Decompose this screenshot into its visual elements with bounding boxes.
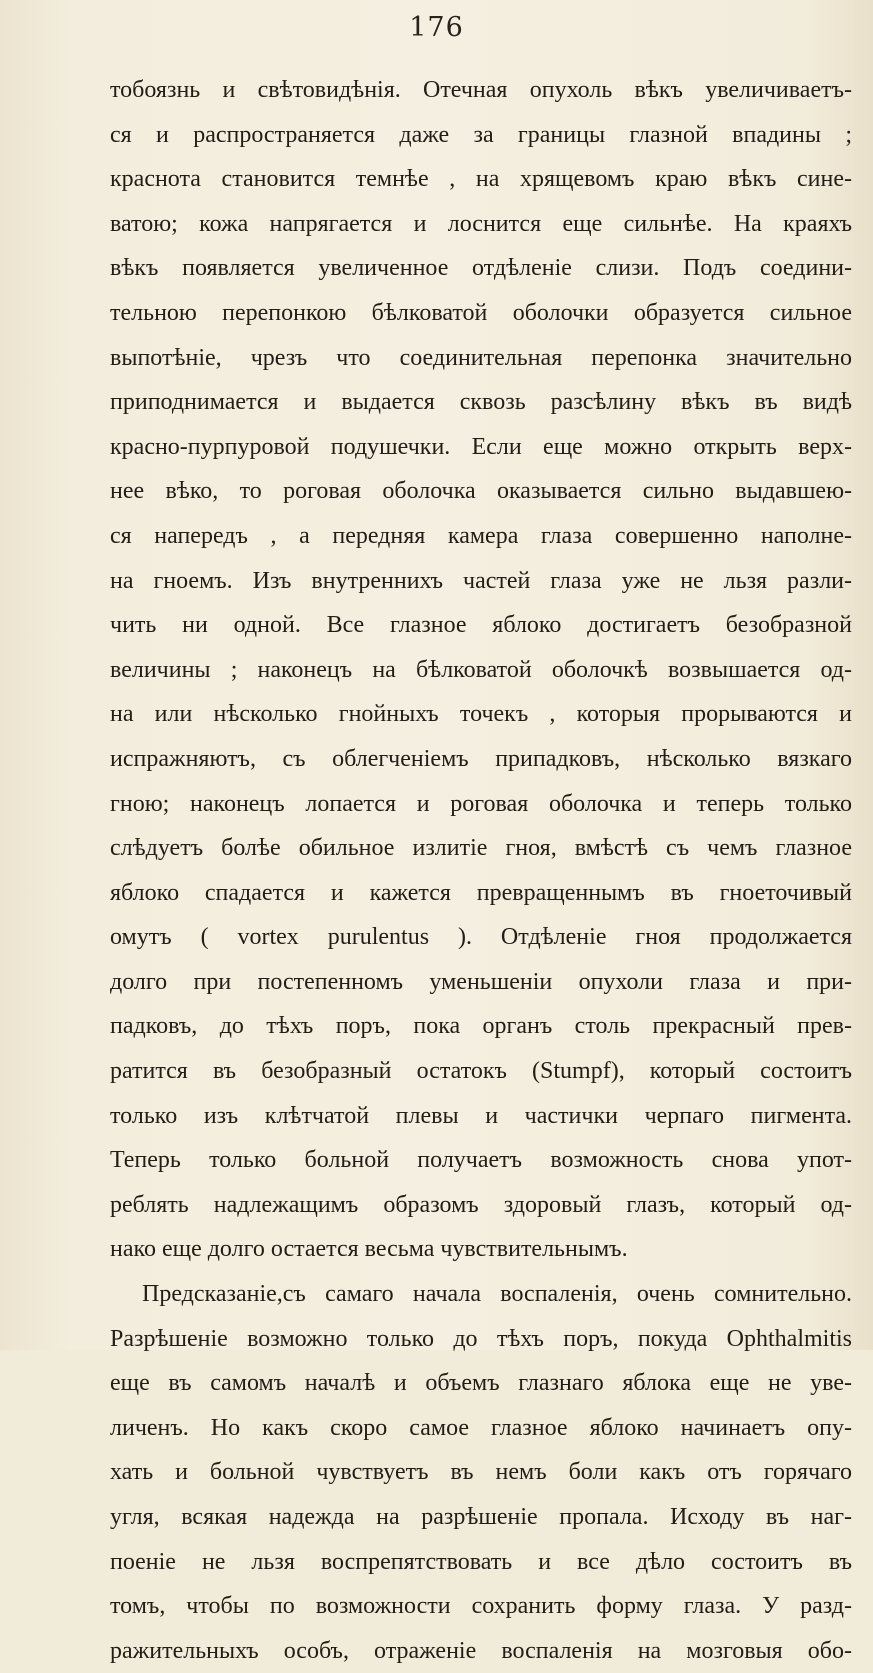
text-line: падковъ, до тѣхъ поръ, пока органъ столь прекрасный прев- [110,1013,852,1040]
text-line: Предсказаніе,съ самаго начала воспаленія, очень сомнительно. [142,1281,852,1308]
text-line: ватою; кожа напрягается и лоснится еще сильнѣе. На краяхъ [110,210,852,237]
text-line: омутъ ( vortex purulentus ). Отдѣленіе гноя продолжается [110,924,852,951]
text-line: чить ни одной. Все глазное яблоко достигаетъ безобразной [110,612,852,639]
text-line: томъ, чтобы по возможности сохранить форму глаза. У разд- [110,1593,852,1620]
text-line: ражительныхъ особъ, отраженіе воспаленія на мозговыя обо- [110,1637,852,1664]
text-line: на или нѣсколько гнойныхъ точекъ , которыя прорываются и [110,701,852,728]
text-line: угля, всякая надежда на разрѣшеніе пропала. Исходу въ наг- [110,1504,852,1530]
text-line: нее вѣко, то роговая оболочка оказывается сильно выдавшею- [110,478,852,505]
text-line: приподнимается и выдается сквозь разсѣлину вѣкъ въ видѣ [110,389,852,416]
paragraph-prognosis [110,1272,852,1673]
text-line: Теперь только больной получаетъ возможность снова упот- [110,1147,852,1174]
text-line: долго при постепенномъ уменьшеніи опухоли глаза и при- [110,968,852,995]
text-line: слѣдуетъ болѣе обильное излитіе гноя, вмѣстѣ съ чемъ глазное [110,835,852,862]
text-line: ратится въ безобразный остатокъ (Stumpf), который состоитъ [110,1058,852,1085]
text-line: поеніе не льзя воспрепятствовать и все дѣло состоитъ въ [110,1548,852,1575]
text-line: испражняютъ, съ облегченіемъ припадковъ, нѣсколько вязкаго [110,745,852,772]
text-line: реблять надлежащимъ образомъ здоровый глазъ, который од- [110,1191,852,1218]
text-line: на гноемъ. Изъ внутреннихъ частей глаза уже не льзя разли- [110,567,852,594]
text-line: тельною перепонкою бѣлковатой оболочки образуется сильное [110,299,852,326]
text-line: яблоко спадается и кажется превращеннымъ въ гноеточивый [110,879,852,906]
text-line: хать и больной чувствуетъ въ немъ боли какъ отъ горячаго [110,1459,852,1486]
text-line: нако еще долго остается весьма чувствительнымъ. [110,1236,628,1263]
text-line: выпотѣніе, чрезъ что соединительная перепонка значительно [110,344,852,371]
text-line: личенъ. Но какъ скоро самое глазное яблоко начинаетъ опу- [110,1414,852,1441]
text-line: ся и распространяется даже за границы глазной впадины ; [110,121,852,148]
text-line: тобоязнь и свѣтовидѣнія. Отечная опухоль вѣкъ увеличиваетъ- [110,77,852,103]
text-line: гною; наконецъ лопается и роговая оболочка и теперь только [110,790,852,817]
body-text [110,68,852,1673]
text-line: Разрѣшеніе возможно только до тѣхъ поръ, покуда Ophthalmitis [110,1325,852,1352]
text-line: вѣкъ появляется увеличенное отдѣленіе слизи. Подъ соедини- [110,255,852,282]
text-line: величины ; наконецъ на бѣлковатой оболочкѣ возвышается од- [110,656,852,683]
text-line: только изъ клѣтчатой плевы и частички черпаго пигмента. [110,1102,852,1129]
text-line: краснота становится темнѣе , на хрящевомъ краю вѣкъ сине- [110,166,852,193]
text-line: еще въ самомъ началѣ и объемъ глазнаго яблока еще не уве- [110,1370,852,1397]
text-line: красно-пурпуровой подушечки. Если еще можно открыть верх- [110,433,852,460]
paragraph-symptoms [110,68,852,1272]
page-number: 176 [409,12,464,43]
text-line: ся напередъ , а передняя камера глаза совершенно наполне- [110,522,852,549]
